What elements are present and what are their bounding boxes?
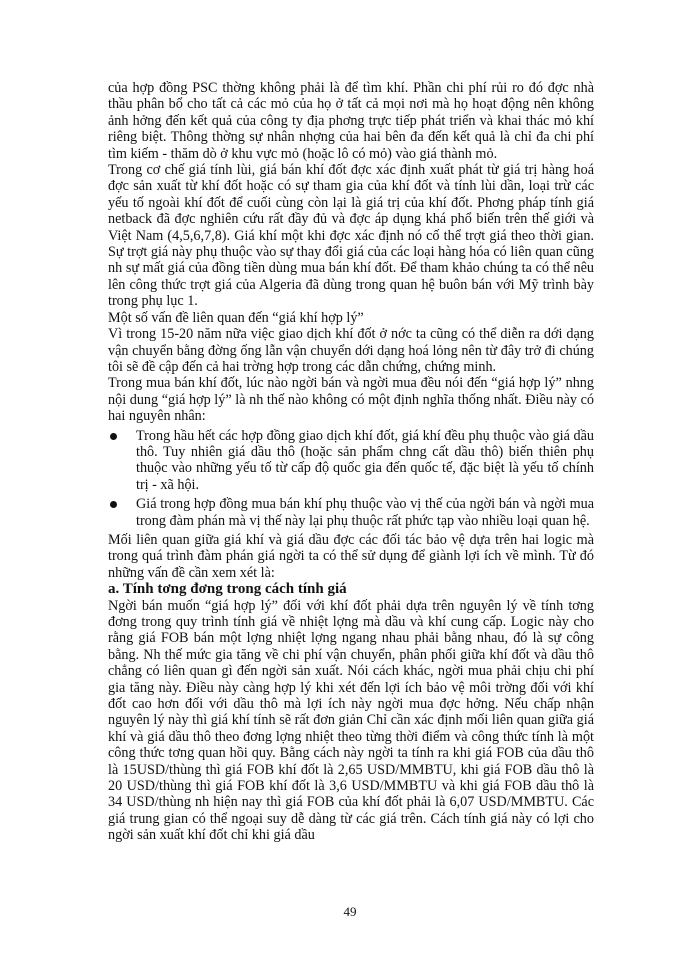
paragraph: Trong cơ chế giá tính lùi, giá bán khí đốt đợc xác định xuất phát từ giá trị hàng hoá đợc sản xuất từ khí đốt hoặc có sự tham gia của khí đốt và tính lùi dần, loại trừ các yếu tố ngoài khí đốt để cuối cùng còn lại là giá trị của khí đốt. Phơng pháp tính giá netback đã đợc nghiên cứu rất đầy đủ và đợc áp dụng khá phổ biến trên thế giới và Việt Nam (4,5,6,7,8). Giá khí một khi đợc xác định nó cố thể trợt giá theo thời gian. Sự trợt giá này phụ thuộc vào sự thay đổi giá của các loại hàng hóa có liên quan cũng nh sự mất giá của đồng tiền dùng mua bán khí đốt. Để tham khảo chúng ta có thể nêu lên công thức trợt giá của Algeria đã dùng trong quan hệ buôn bán với Mỹ trình bày trong phụ lục 1. [108, 162, 594, 310]
paragraph: Trong mua bán khí đốt, lúc nào ngời bán và ngời mua đều nói đến “giá hợp lý” nhng nội dung “giá hợp lý” là nh thế nào không có một định nghĩa thống nhất. Điều này có hai nguyên nhân: [108, 375, 594, 425]
paragraph: Ngời bán muốn “giá hợp lý” đối với khí đốt phải dựa trên nguyên lý về tính tơng đơng trong quy trình tính giá về nhiệt lợng mà dầu và khí cung cấp. Logic này cho rằng giá FOB bán một lợng nhiệt lợng ngang nhau phải bằng nhau, đó là sự công bằng. Nh thế mức gia tăng về chi phí vận chuyển, phân phối giữa khí đốt và dầu thô chẳng có liên quan gì đến ngời sản xuất. Nói cách khác, ngời mua phải chịu chi phí gia tăng này. Điều này càng hợp lý khi xét đến lợi ích bảo vệ môi trờng đối với khí đốt cao hơn đối với dầu thô mà lợi ích này ngời mua đợc hởng. Nếu chấp nhận nguyên lý này thì giá khí tính sẽ rất đơn giản Chỉ cần xác định mối liên quan giữa giá khí và giá dầu thô theo đơng lợng nhiệt theo từng thời điểm và công thức tính là một công thức tơng quan hồi quy. Bằng cách này ngời ta tính ra khi giá FOB của dầu thô là 15USD/thùng thì giá FOB khí đốt là 2,65 USD/MMBTU, khi giá FOB dầu thô là 20 USD/thùng thì giá FOB khí đốt là 3,6 USD/MMBTU và khi giá FOB dầu thô là 34 USD/thùng nh hiện nay thì giá FOB của khí đốt phải là 6,07 USD/MMBTU. Các giá trung gian có thể ngoại suy dễ dàng từ các giá trên. Cách tính giá này có lợi cho ngời sản xuất khí đốt chỉ khi giá dầu [108, 597, 594, 844]
bullet-list [108, 428, 594, 529]
paragraph: Một số vấn đề liên quan đến “giá khí hợp lý” [108, 309, 364, 326]
bullet-item [108, 428, 594, 494]
bullet-item [108, 496, 594, 529]
bullet-dot-icon [110, 433, 117, 440]
document-body [108, 80, 594, 844]
paragraph: Vì trong 15-20 năm nữa việc giao dịch khí đốt ở nớc ta cũng có thể diễn ra dới dạng vận chuyển bằng đờng ống lẫn vận chuyển dới dạng hoá lỏng nên từ đây trở đi chúng tôi sẽ đề cập đến cả hai trờng hợp trong các dẫn chứng, chứng minh. [108, 326, 594, 375]
paragraph: của hợp đồng PSC thờng không phải là để tìm khí. Phần chi phí rủi ro đó đợc nhà thầu phân bổ cho tất cả các mỏ của họ ở tất cả mọi nơi mà họ hoạt động nên không ảnh hởng đến kết quả của công ty địa phơng trực tiếp phát triển và khai thác mỏ khí riêng biệt. Thông thờng sự nhân nhợng của hai bên đa đến kết quả là chỉ đa chi phí tìm kiếm - thăm dò ở khu vực mỏ (hoặc lô có mỏ) vào giá thành mỏ. [108, 80, 594, 162]
bullet-text: Trong hầu hết các hợp đồng giao dịch khí đốt, giá khí đều phụ thuộc vào giá dầu thô. Tuy nhiên giá dầu thô (hoặc sản phẩm chng cất dầu thô) biến thiên phụ thuộc vào những yếu tố từ cấp độ quốc gia đến quốc tế, đặc biệt là yếu tố chính trị - xã hội. [136, 427, 594, 493]
bullet-text: Giá trong hợp đồng mua bán khí phụ thuộc vào vị thế của ngời bán và ngời mua trong đàm phán mà vị thế này lại phụ thuộc rất phức tạp vào nhiều loại quan hệ. [136, 496, 594, 529]
paragraph: Mối liên quan giữa giá khí và giá dầu đợc các đối tác bảo vệ dựa trên hai logic mà trong quá trình đàm phán giá ngời ta có thể sử dụng để giành lợi ích về mình. Từ đó những vấn đề cần xem xét là: [108, 531, 594, 581]
bullet-dot-icon [110, 501, 117, 508]
page-number: 49 [343, 904, 357, 919]
section-heading: a. Tính tơng đơng trong cách tính giá [108, 581, 347, 598]
